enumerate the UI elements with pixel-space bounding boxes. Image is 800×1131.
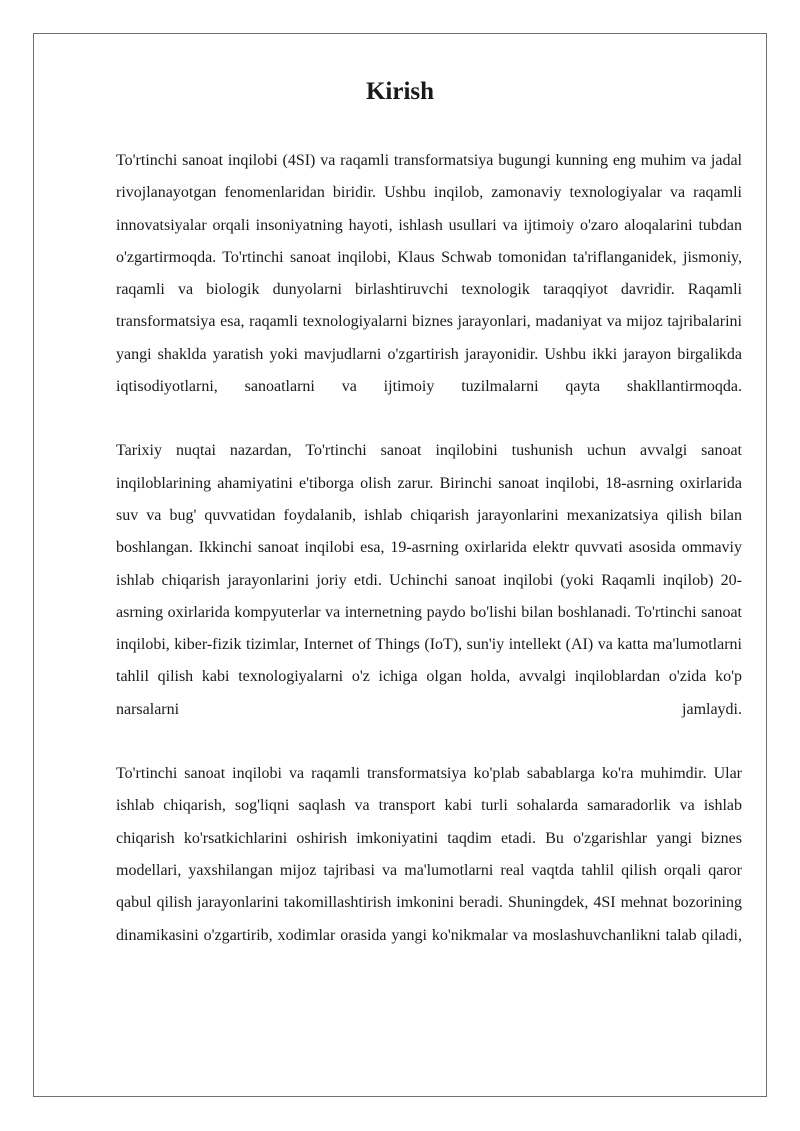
paragraph-history: Tarixiy nuqtai nazardan, To'rtinchi sanoat inqilobini tushunish uchun avvalgi sanoat inqiloblarining ahamiyatini e'tiborga olish zarur. Birinchi sanoat inqilobi, 18-asrning oxirlarida suv va bug' quvvatidan foydalanib, ishlab chiqarish jarayonlarini mexanizatsiya qilish bilan boshlangan. Ikkinchi sanoat inqilobi esa, 19-asrning oxirlarida elektr quvvati asosida ommaviy ishlab chiqarish jarayonlarini joriy etdi. Uchinchi sanoat inqilobi (yoki Raqamli inqilob) 20-asrning oxirlarida kompyuterlar va internetning paydo bo'lishi bilan boshlanadi. To'rtinchi sanoat inqilobi, kiber-fizik tizimlar, Internet of Things (IoT), sun'iy intellekt (AI) va katta ma'lumotlarni tahlil qilish kabi texnologiyalarni o'z ichiga olgan holda, avvalgi inqiloblardan o'zida ko'p narsalarni jamlaydi. <box>116 442 742 718</box>
page-title: Kirish <box>365 78 435 105</box>
document-body <box>116 145 742 952</box>
paragraph-intro: To'rtinchi sanoat inqilobi (4SI) va raqamli transformatsiya bugungi kunning eng muhim va jadal rivojlanayotgan fenomenlaridan biridir. Ushbu inqilob, zamonaviy texnologiyalar va raqamli innovatsiyalar orqali insoniyatning hayoti, ishlash usullari va ijtimoiy o'zaro aloqalarini tubdan o'zgartirmoqda. To'rtinchi sanoat inqilobi, Klaus Schwab tomonidan ta'riflanganidek, jismoniy, raqamli va biologik dunyolarni birlashtiruvchi texnologik taraqqiyot davridir. Raqamli transformatsiya esa, raqamli texnologiyalarni biznes jarayonlari, madaniyat va mijoz tajribalarini yangi shaklda yaratish yoki mavjudlarni o'zgartirish jarayonidir. Ushbu ikki jarayon birgalikda iqtisodiyotlarni, sanoatlarni va ijtimoiy tuzilmalarni qayta shakllantirmoqda. <box>116 152 742 396</box>
paragraph-importance: To'rtinchi sanoat inqilobi va raqamli transformatsiya ko'plab sabablarga ko'ra muhimdir. Ular ishlab chiqarish, sog'liqni saqlash va transport kabi turli sohalarda samaradorlik va ishlab chiqarish ko'rsatkichlarini oshirish imkoniyatini taqdim etadi. Bu o'zgarishlar yangi biznes modellari, yaxshilangan mijoz tajribasi va ma'lumotlarni real vaqtda tahlil qilish orqali qaror qabul qilish jarayonlarini takomillashtirish imkonini beradi. Shuningdek, 4SI mehnat bozorining dinamikasini o'zgartirib, xodimlar orasida yangi ko'nikmalar va moslashuvchanlikni talab qiladi, <box>116 765 742 944</box>
